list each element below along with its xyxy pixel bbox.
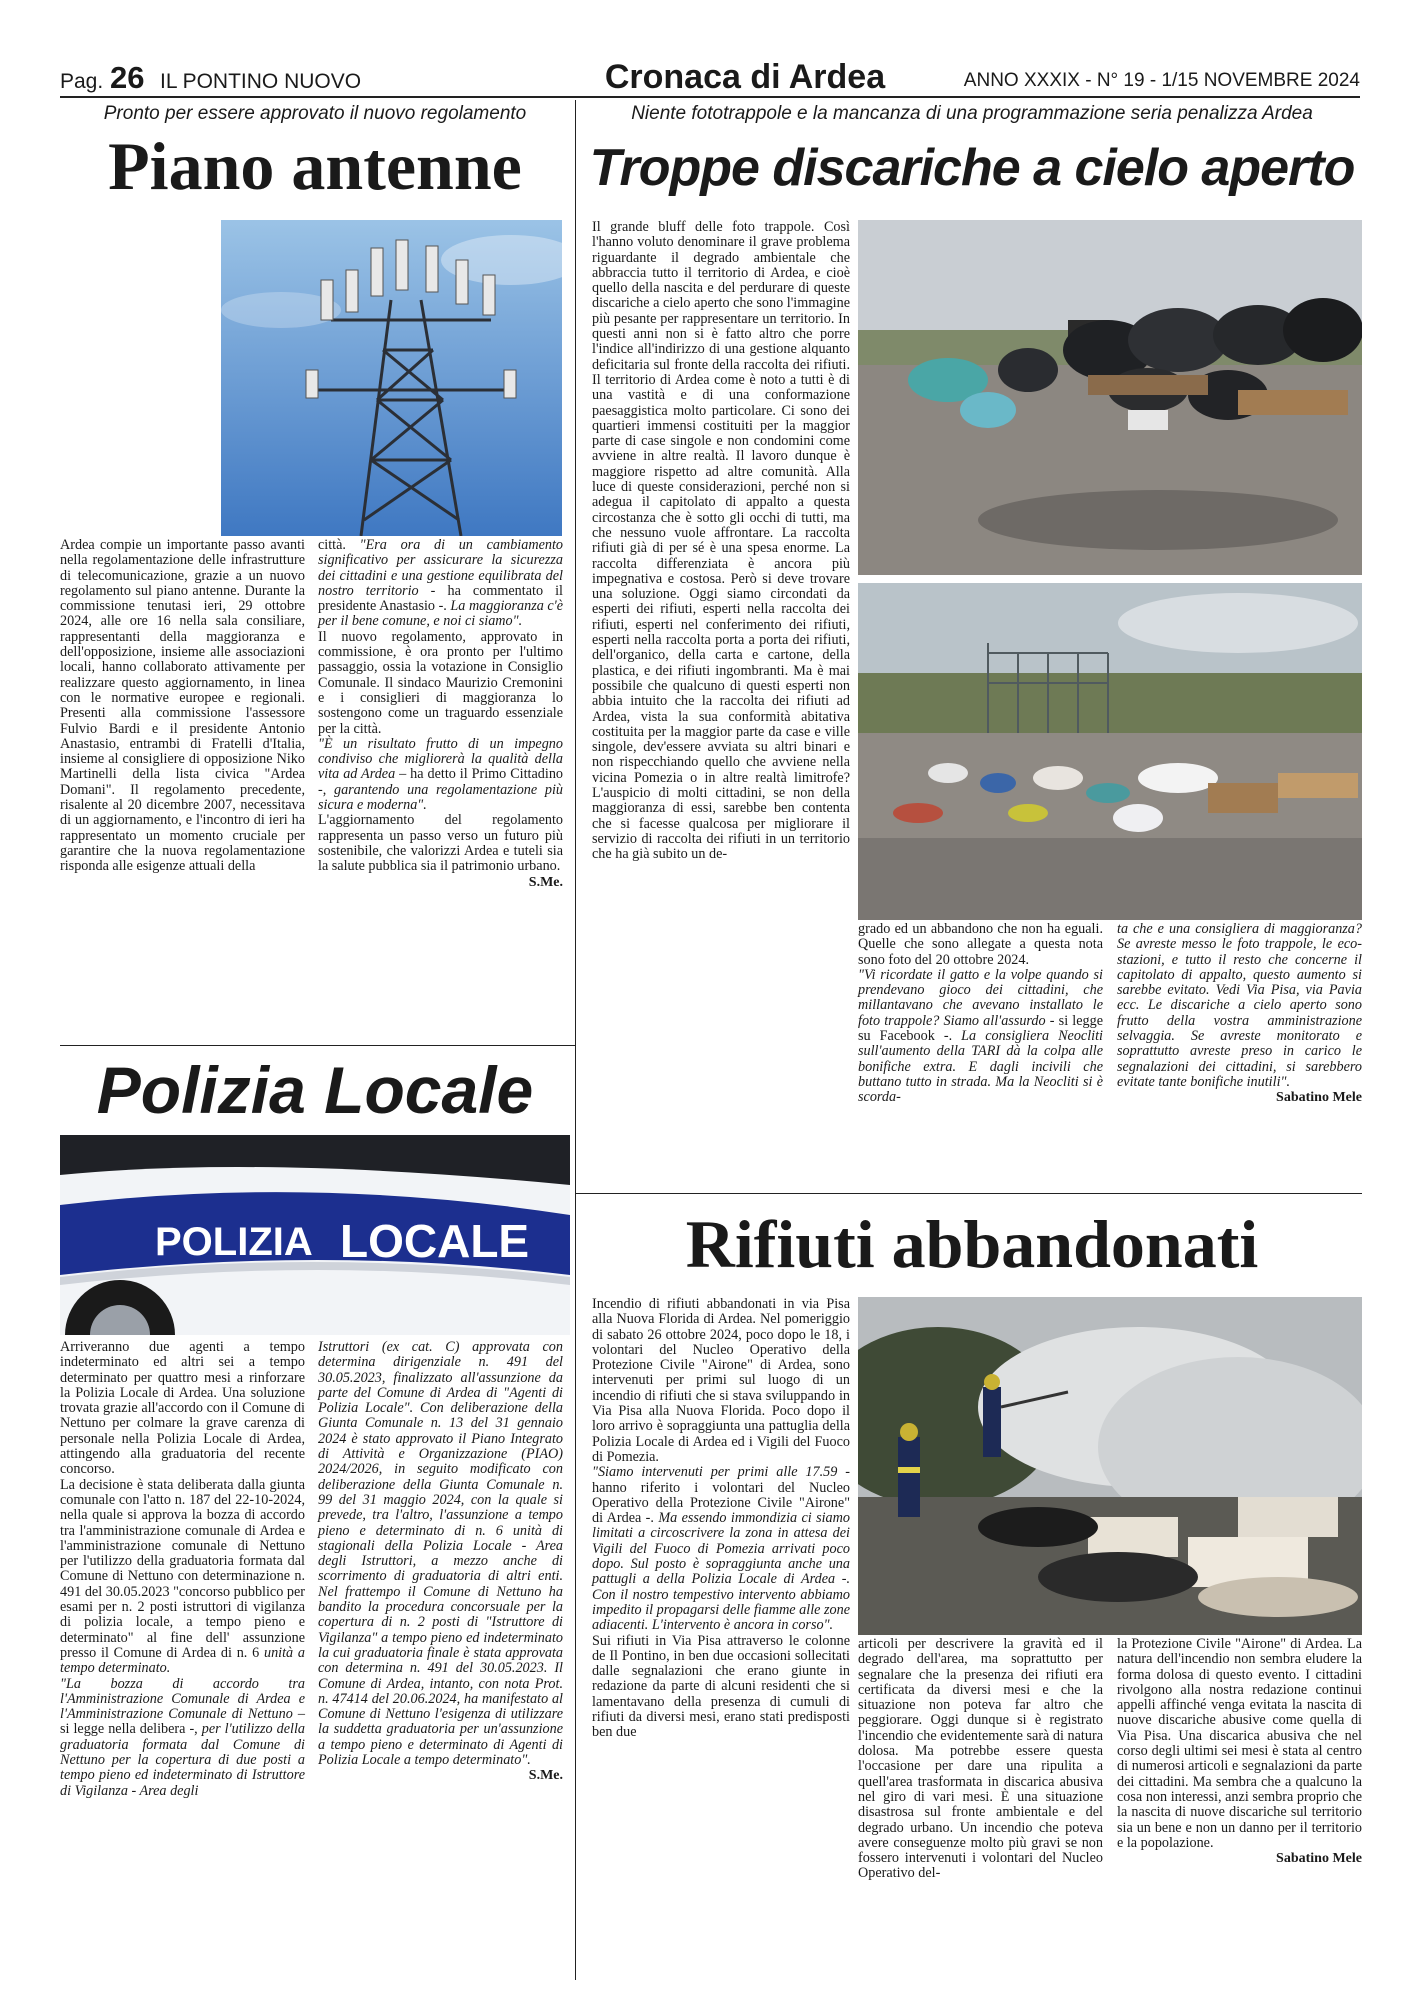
discariche-quote: ta che e una consigliera di maggioranza? Se avreste messo le foto trappole, le eco-stazioni, e tutto il resto che concerne il capitolato di appalto, questo aumento si sarebbe evitato. Vedi Via Pisa, via Pavia ecc. Le discariche a cielo aperto sono frutto della vostra amministrazione selvaggia. Se avreste monitorato e soprattutto avreste preso in carico le segnalazioni dei cittadini, si sarebbero evitate tante bonifiche inutili". bbox=[1117, 921, 1362, 1090]
antenne-text: Il nuovo regolamento, approvato in commissione, è ora pronto per l'ultimo passaggio, ossia la votazione in Consiglio Comunale. Il sindaco Maurizio Cremonini e i consiglieri di maggioranza lo sostengono come un traguardo essenziale per la città. bbox=[318, 628, 563, 737]
page-number: 26 bbox=[110, 60, 145, 95]
issue-info: ANNO XXXIX - N° 19 - 1/15 NOVEMBRE 2024 bbox=[963, 70, 1360, 91]
discariche-col3 bbox=[1117, 922, 1362, 1106]
antenne-text: città. bbox=[318, 537, 346, 553]
discariche-text: si legge su Facebook -. bbox=[858, 1012, 1104, 1045]
discariche-text: grado ed un abbandono che non ha eguali. Quelle che sono allegate a questa nota sono foto del 20 ottobre 2024. bbox=[858, 921, 1103, 968]
rifiuti-quote: "Siamo intervenuti per primi alle 17.59 - bbox=[592, 1464, 850, 1481]
polizia-text: Arriveranno due agenti a tempo indeterminato ed altri sei a tempo determinato per quattro mesi a rinforzare la Polizia Locale di Ardea. Una soluzione trovata grazie all'accordo con il Comune di Nettuno per colmare la grave carenza di personale nella Polizia Locale di Ardea, attingendo alla graduatoria del recente concorso. bbox=[60, 1339, 305, 1478]
rifiuti-text: Sui rifiuti in Via Pisa attraverso le colonne de Il Pontino, in ben due occasioni sollecitati dalle segnalazioni che erano giunte in redazione da parte di alcuni residenti che si lamentavano della presenza di cumuli di rifiuti da diversi mesi, erano stati predisposti ben due bbox=[592, 1632, 850, 1741]
antenne-quote: garantendo una regolamentazione più sicura e moderna". bbox=[318, 781, 563, 814]
polizia-col2 bbox=[318, 1340, 563, 1784]
column-divider bbox=[575, 100, 576, 1980]
polizia-quote: per l'utilizzo della graduatoria formata dal Comune di Nettuno per la copertura di due posti a tempo pieno ed indeterminato di Istruttore di Vigilanza - Area degli bbox=[60, 1721, 306, 1799]
antenne-kicker: Pronto per essere approvato il nuovo regolamento bbox=[103, 103, 527, 124]
discariche-quote: La consigliera Neocliti sull'aumento della TARI dà la colpa alle bonifiche extra. E dagli incivili che buttano tutto in strada. Ma la Neocliti si è scorda- bbox=[858, 1028, 1103, 1106]
rifiuti-col1 bbox=[592, 1297, 850, 1741]
polizia-title: Polizia Locale bbox=[96, 1053, 534, 1127]
antenne-signature: S.Me. bbox=[528, 874, 563, 890]
antenna-tower-photo bbox=[221, 220, 562, 536]
polizia-quote: Istruttori (ex cat. C) approvata con determina dirigenziale n. 491 del 30.05.2023, finalizzato all'assunzione da parte del Comune di Ardea di "Agenti di Polizia Locale". Con deliberazione della Giunta Comunale n. 13 del 31 gennaio 2024 è stato approvato il Piano Integrato di Attività e Organizzazione (PIAO) 2024/2026, in seguito modificato con deliberazione della Giunta Comunale n. 99 del 31 maggio 2024, con la quale si prevede, tra l'altro, l'assunzione a tempo pieno e determinato di n. 6 unità di stagionali della Polizia Locale - Area degli Istruttori, a mezzo anche di scorrimento di graduatoria di altri enti. Nel frattempo il Comune di Nettuno ha bandito la procedura concorsuale per la copertura di n. 2 posti di "Istruttore di Vigilanza" a tempo pieno ed indeterminato la cui graduatoria finale è stata approvata con determina n. 491 del 30.05.2023. Il Comune di Ardea, intanto, con nota Prot. n. 47414 del 20.06.2024, ha manifestato al Comune di Nettuno l'esigenza di utilizzare la suddetta graduatoria per un'assunzione a tempo pieno e determinato di Agenti di Polizia Locale a tempo determinato". bbox=[318, 1339, 563, 1769]
antenne-col2 bbox=[318, 538, 563, 890]
rifiuti-text: hanno riferito i volontari del Nucleo Operativo della Protezione Civile "Airone" di Ardea -. bbox=[592, 1479, 850, 1527]
discariche-bottom-rule bbox=[576, 1193, 1362, 1194]
page-header bbox=[60, 58, 1360, 98]
polizia-quote: "La bozza di accordo tra l'Amministrazione Comunale di Ardea e l'Amministrazione Comunale di Nettuno – bbox=[60, 1675, 305, 1723]
newspaper-name: IL PONTINO NUOVO bbox=[160, 70, 362, 93]
car-text-locale: LOCALE bbox=[340, 1215, 530, 1267]
antenne-quote: "Era ora di un cambiamento significativo per assicurare la sicurezza dei cittadini e una gestione equilibrata del nostro territorio - bbox=[318, 537, 564, 599]
antenne-text: ha detto il Primo Cittadino -, bbox=[318, 766, 564, 798]
antenne-text: L'aggiornamento del regolamento rappresenta un passo verso un futuro più sostenibile, che valorizzi Ardea e tuteli sia la salute pubblica sia il patrimonio urbano. bbox=[318, 812, 563, 875]
antenne-bottom-rule bbox=[60, 1045, 575, 1046]
discariche-signature: Sabatino Mele bbox=[1276, 1090, 1362, 1106]
discariche-quote: "Vi ricordate il gatto e la volpe quando si prendevano gioco dei cittadini, che millantavano che avevano installato le foto trappole? Siamo all'assurdo - bbox=[858, 966, 1103, 1029]
discariche-title: Troppe discariche a cielo aperto bbox=[589, 139, 1355, 197]
polizia-text: si legge nella delibera -, bbox=[60, 1721, 198, 1738]
rifiuti-title: Rifiuti abbandonati bbox=[685, 1206, 1259, 1282]
antenne-text: ha commentato il presidente Anastasio -. bbox=[318, 582, 563, 615]
rifiuti-quote: Ma essendo immondizia ci siamo limitati a circoscrivere la zona in attesa dei Vigili del Fuoco di Pomezia arrivati poco dopo. Sul posto è sopraggiunta anche una pattugli a della Polizia Locale di Ardea -. Con il nostro tempestivo intervento abbiamo impedito il propagarsi delle fiamme alle zone adiacenti. L'intervento è ancora in corso". bbox=[592, 1510, 850, 1634]
polizia-quote: unità a tempo determinato. bbox=[60, 1644, 305, 1677]
section-title: Cronaca di Ardea bbox=[604, 58, 886, 96]
car-text-polizia: POLIZIA bbox=[155, 1220, 313, 1264]
rifiuti-text: la Protezione Civile "Airone" di Ardea. La natura dell'incendio non sembra eludere la forma dolosa di questo evento. I cittadini rivolgono alla nostra redazione continui appelli affinché venga evitata la nascita di nuove discariche abusive come quella di Via Pisa. Una discarica abusiva che nel corso degli ultimi sei mesi è stata al centro di numerosi articoli e segnalazioni da parte dei cittadini. Ma sembra che a qualcuno la cosa non interessi, anzi sembra proprio che la nascita di nuove discariche sul territorio sia un bene e non un danno per il territorio e la popolazione. bbox=[1117, 1636, 1362, 1851]
fire-photo bbox=[858, 1297, 1362, 1635]
antenne-quote: "È un risultato frutto di un impegno condiviso che migliorerà la qualità della vita ad Ardea – bbox=[318, 735, 563, 783]
page-label: Pag. bbox=[60, 70, 104, 93]
dump-photo-1 bbox=[858, 220, 1362, 575]
rifiuti-col3 bbox=[1117, 1637, 1362, 1866]
police-car-photo bbox=[60, 1135, 570, 1335]
discariche-col2 bbox=[858, 922, 1103, 1106]
discariche-kicker: Niente fototrappole e la mancanza di una programmazione seria penalizza Ardea bbox=[631, 103, 1313, 124]
rifiuti-signature: Sabatino Mele bbox=[1276, 1851, 1362, 1867]
discariche-col1: Il grande bluff delle foto trappole. Così l'hanno voluto denominare il grave problema riguardante il degrado ambientale che abbraccia tutto il territorio di Ardea, e cioè quello della nascita e del perdurare di queste discariche a cielo aperto che sono l'immagine più pesante per rappresentare un territorio. In questi anni non si è fatto altro che porre l'indice all'indirizzo di una gestione alquanto deficitaria sul fronte della raccolta dei rifiuti. Il territorio di Ardea come è noto a tutti è di una vastità e di una conformazione paesaggistica molto particolare. Ci sono dei quartieri immensi costituiti per la maggior parte di case singole e non condomini come avviene in altre realtà. Il lavoro dunque è maggiore rispetto ad altre comunità. Alla luce di queste considerazioni, perché non si adegua il capitolato di appalto a questa circostanza che è sotto gli occhi di tutti, ma che nessuno vuole affrontare. La raccolta rifiuti già di per sé è una spesa enorme. La raccolta differenziata è ancora più impegnativa e costosa. Però si deve trovare una soluzione. Oggi siamo circondati da esperti dei rifiuti, esperti nella raccolta dei rifiuti, esperti nel conferimento dei rifiuti, esperti nella raccolta porta a porta dei rifiuti, dell'organico, della carta e cartone, della plastica, e dei rifiuti ingombranti. Ma è mai possibile che qualcuno di questi esperti non abbia intuito che la raccolta dei rifiuti ad Ardea, vista la sua conformità abitativa costituita per la maggior parte da case e ville singole, dev'essere avviata su altri binari e non rispecchiando quello che avviene nella vicina Pomezia o in altre realtà limitrofe? L'auspicio di molti cittadini, se non della maggioranza di essi, sarebbe ben contenta che si facesse qualcosa per migliorare il servizio di raccolta dei rifiuti in un territorio che ha già subito un de- bbox=[592, 219, 850, 863]
rifiuti-col2: articoli per descrivere la gravità ed il degrado dell'area, ma soprattutto per segnalare che la presenza dei rifiuti era certificata da diversi mesi e che la situazione non poteva far altro che peggiorare. Oggi dunque si è registrato l'incendio che evidentemente sarà di natura dolosa. Ma potrebbe essere questa l'occasione per dare una ripulita a quell'area trasformata in discarica abusiva nel giro di vari mesi. È una situazione disastrosa sul fronte ambientale e del degrado urbano. Un incendio che poteva avere conseguenze molto più gravi se non fossero intervenuti i volontari del Nucleo Operativo del- bbox=[858, 1636, 1103, 1882]
dump-photo-2 bbox=[858, 583, 1362, 920]
rifiuti-text: Incendio di rifiuti abbandonati in via Pisa alla Nuova Florida di Ardea. Nel pomeriggio di sabato 26 ottobre 2024, poco dopo le 18, i volontari del Nucleo Operativo della Protezione Civile "Airone" di Ardea, sono intervenuti per primi sul luogo di un incendio di rifiuti che si stava sviluppando in Via Pisa alla Nuova Florida. Poco dopo il loro arrivo è sopraggiunta una pattuglia della Polizia Locale di Ardea ed i Vigili del Fuoco di Pomezia. bbox=[592, 1296, 850, 1465]
polizia-text: La decisione è stata deliberata dalla giunta comunale con l'atto n. 187 del 22-10-2024, nella quale si approva la bozza di accordo tra l'amministrazione comunale di Ardea e l'amministrazione comunale di Nettuno per l'utilizzo della graduatoria formata dal Comune di Nettuno con determinazione n. 491 del 30.05.2023 "concorso pubblico per esami per n. 2 posti istruttori di vigilanza di polizia locale, a tempo pieno e determinato" al fine dell' assunzione presso il Comune di Ardea di n. 6 bbox=[60, 1476, 305, 1661]
antenne-quote: La maggioranza c'è per il bene comune, e noi ci siamo". bbox=[318, 598, 564, 630]
antenne-title: Piano antenne bbox=[108, 128, 522, 204]
antenne-col1: Ardea compie un importante passo avanti nella regolamentazione delle infrastrutture di telecomunicazione, grazie a un nuovo regolamento sul piano antenne. Durante la commissione tenutasi ieri, 29 ottobre 2024, alle ore 16 nella sala consiliare, rappresentanti della maggioranza e dell'opposizione, insieme alle associazioni locali, hanno collaborato attivamente per realizzare questo aggiornamento, in linea con le normative europee e regionali. Presenti alla commissione l'assessore Fulvio Bardi e il presidente Antonio Anastasio, entrambi di Fratelli d'Italia, insieme al consigliere di opposizione Niko Martinelli della lista civica "Ardea Domani". Il regolamento precedente, risalente al 20 dicembre 2007, necessitava di un aggiornamento, e l'incontro di ieri ha rappresentato un momento cruciale per garantire che la nuova regolamentazione risponda alle esigenze attuali della bbox=[60, 537, 305, 875]
polizia-signature: S.Me. bbox=[528, 1768, 563, 1784]
header-rule bbox=[60, 96, 1360, 98]
polizia-col1 bbox=[60, 1340, 305, 1799]
